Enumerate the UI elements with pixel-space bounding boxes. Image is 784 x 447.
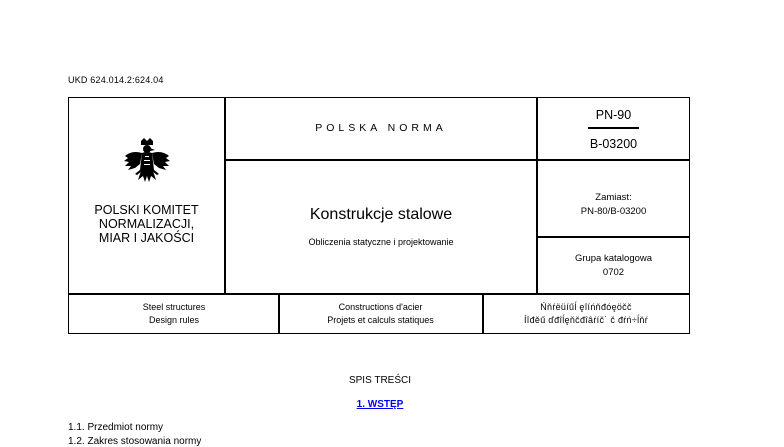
catalog-group-value: 0702 xyxy=(602,267,625,278)
catalog-group-block xyxy=(537,252,690,280)
french-title-line-1: Constructions d'acier xyxy=(338,302,423,312)
english-title-line-2: Design rules xyxy=(148,315,200,325)
norm-divider xyxy=(588,127,639,129)
toc-item-1-1: 1.1. Przedmiot normy xyxy=(68,422,164,433)
russian-title-cell xyxy=(484,301,688,327)
french-title-line-2: Projets et calculs statiques xyxy=(327,315,434,325)
toc-item-1-2: 1.2. Zakres stosowania normy xyxy=(68,436,202,447)
replaces-block xyxy=(537,191,690,219)
replaces-value: PN-80/B-03200 xyxy=(580,206,647,217)
catalog-group-label: Grupa katalogowa xyxy=(574,253,653,264)
replaces-label: Zamiast: xyxy=(595,192,632,203)
document-subtitle: Obliczenia statyczne i projektowanie xyxy=(308,237,454,247)
english-title-line-1: Steel structures xyxy=(142,302,206,312)
committee-line-3: MIAR I JAKOŚCI xyxy=(98,231,195,245)
ukd-classification: UKD 624.014.2:624.04 xyxy=(68,75,164,85)
polska-norma-label: POLSKA NORMA xyxy=(315,122,447,134)
document-title: Konstrukcje stalowe xyxy=(309,206,453,223)
russian-title-line-1: Ńňŕëüíűĺ ęîíńňđóęöčč xyxy=(540,302,632,312)
norm-prefix: PN-90 xyxy=(595,108,632,122)
russian-title-line-2: Íîđěű ďđîĺęňčđîâŕíč˙ č đŕń÷ĺňŕ xyxy=(523,315,649,325)
english-title-cell xyxy=(70,301,278,327)
committee-line-2: NORMALIZACJI, xyxy=(98,217,195,231)
polish-eagle-emblem-icon xyxy=(124,138,170,188)
committee-name xyxy=(70,203,223,245)
norm-code: B-03200 xyxy=(589,137,638,151)
table-of-contents-heading: SPIS TREŚCI xyxy=(348,375,412,386)
french-title-cell xyxy=(279,301,482,327)
committee-line-1: POLSKI KOMITET xyxy=(94,203,199,217)
toc-link-wstep[interactable]: 1. WSTĘP xyxy=(356,399,404,410)
